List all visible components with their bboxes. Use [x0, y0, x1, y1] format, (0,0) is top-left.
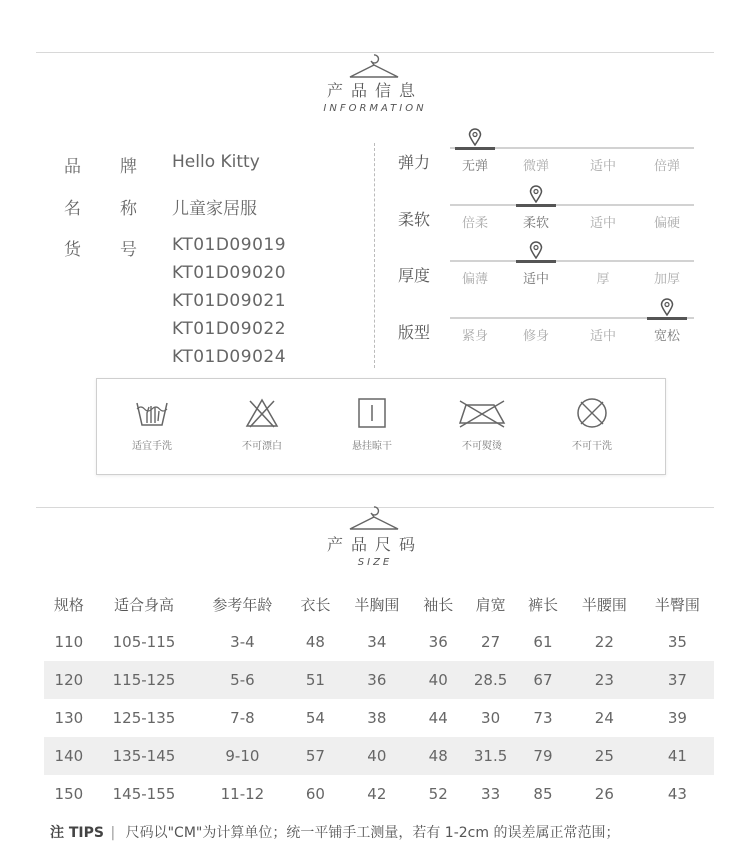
size-title-en: SIZE — [357, 557, 393, 568]
product-code: KT01D09024 — [172, 347, 287, 367]
size-table-header — [44, 585, 714, 623]
table-cell: 145-155 — [112, 785, 176, 803]
location-pin-icon — [660, 298, 674, 316]
care-label: 不可熨烫 — [462, 441, 502, 452]
care-label: 不可干洗 — [572, 441, 612, 452]
column-header: 袖长 — [423, 595, 454, 614]
scale-label: 弹力 — [398, 153, 431, 172]
size-table — [44, 585, 714, 813]
table-cell: 40 — [413, 661, 463, 699]
name-label-1: 名 — [64, 199, 81, 219]
scale-selected-mark — [647, 317, 687, 320]
table-cell: 36 — [428, 633, 448, 651]
location-pin-icon — [529, 241, 543, 259]
table-cell: 22 — [594, 633, 614, 651]
scale-option: 适中 — [522, 272, 549, 287]
size-title-cn: 产品尺码 — [326, 535, 423, 554]
column-header: 规格 — [53, 595, 84, 614]
care-item — [427, 397, 537, 452]
no-iron-icon — [456, 397, 508, 429]
table-cell: 9-10 — [194, 737, 290, 775]
scale-label: 厚度 — [398, 266, 431, 285]
tips-separator: | — [110, 825, 116, 841]
table-cell: 105-115 — [112, 633, 176, 651]
brand-label-2: 牌 — [120, 157, 137, 177]
scale-option: 倍弹 — [653, 159, 680, 174]
scale-selected-mark — [455, 147, 495, 150]
product-code: KT01D09022 — [172, 319, 287, 339]
table-cell: 24 — [594, 709, 614, 727]
table-cell: 52 — [428, 785, 448, 803]
product-code: KT01D09021 — [172, 291, 287, 311]
name-label-2: 称 — [120, 199, 137, 219]
scale-option: 适中 — [589, 329, 616, 344]
size-section-title — [295, 532, 455, 568]
table-cell: 27 — [481, 633, 501, 651]
column-header: 肩宽 — [475, 595, 506, 614]
table-cell: 7-8 — [230, 709, 255, 727]
table-cell: 110 — [54, 633, 84, 651]
table-cell: 48 — [413, 737, 463, 775]
table-cell: 79 — [518, 737, 568, 775]
table-cell: 34 — [367, 633, 387, 651]
care-item — [317, 397, 427, 452]
table-cell: 125-135 — [112, 709, 176, 727]
location-pin-icon — [468, 128, 482, 146]
table-cell: 135-145 — [94, 737, 195, 775]
care-item — [207, 397, 317, 452]
table-row — [44, 623, 714, 661]
table-cell: 57 — [291, 737, 341, 775]
table-cell: 33 — [481, 785, 501, 803]
table-cell: 140 — [44, 737, 94, 775]
table-cell: 26 — [594, 785, 614, 803]
location-pin-icon — [529, 185, 543, 203]
info-section-title — [295, 78, 455, 114]
table-cell: 51 — [291, 661, 341, 699]
scale-option: 适中 — [589, 159, 616, 174]
no-dry-clean-icon — [574, 397, 610, 429]
product-code: KT01D09019 — [172, 235, 287, 255]
table-cell: 48 — [305, 633, 325, 651]
tips-text: 尺码以"CM"为计算单位；统一平铺手工测量，若有 1-2cm 的误差属正常范围； — [125, 825, 620, 841]
code-label-1: 货 — [64, 240, 81, 260]
brand-label-1: 品 — [64, 157, 81, 177]
table-cell: 39 — [667, 709, 687, 727]
name-value: 儿童家居服 — [172, 199, 257, 219]
scale-selected-mark — [516, 204, 556, 207]
table-cell: 43 — [667, 785, 687, 803]
table-cell: 130 — [54, 709, 84, 727]
table-row — [44, 699, 714, 737]
column-header: 参考年龄 — [212, 595, 273, 614]
hanger-icon — [346, 505, 402, 533]
info-title-en: INFORMATION — [323, 103, 427, 114]
hang-dry-icon — [354, 397, 390, 429]
table-cell: 25 — [568, 737, 641, 775]
scale-option: 厚 — [596, 272, 610, 287]
column-header: 衣长 — [300, 595, 331, 614]
scale-label: 版型 — [398, 323, 431, 342]
table-cell: 23 — [568, 661, 641, 699]
table-cell: 30 — [481, 709, 501, 727]
table-cell: 31.5 — [463, 737, 518, 775]
scale-option: 偏硬 — [653, 216, 680, 231]
code-label-2: 号 — [120, 240, 137, 260]
product-code: KT01D09020 — [172, 263, 287, 283]
scale-option: 偏薄 — [461, 272, 488, 287]
scale-track — [450, 204, 694, 206]
table-cell: 120 — [44, 661, 94, 699]
scale-option: 修身 — [522, 329, 549, 344]
column-header: 半腰围 — [581, 595, 627, 614]
table-cell: 44 — [428, 709, 448, 727]
table-cell: 60 — [305, 785, 325, 803]
table-cell: 40 — [340, 737, 413, 775]
table-cell: 38 — [367, 709, 387, 727]
table-cell: 37 — [641, 661, 714, 699]
hand-wash-icon — [134, 397, 170, 429]
table-cell: 36 — [340, 661, 413, 699]
column-header: 适合身高 — [113, 595, 174, 614]
table-cell: 11-12 — [220, 785, 265, 803]
scale-option: 微弹 — [522, 159, 549, 174]
table-row — [44, 661, 714, 699]
tips-label: 注 TIPS — [50, 825, 104, 841]
table-cell: 67 — [518, 661, 568, 699]
column-header: 裤长 — [527, 595, 558, 614]
brand-value: Hello Kitty — [172, 152, 260, 172]
care-label: 悬挂晾干 — [352, 441, 392, 452]
scale-track — [450, 260, 694, 262]
scale-label: 柔软 — [398, 210, 431, 229]
table-cell: 3-4 — [230, 633, 255, 651]
scale-option: 无弹 — [461, 159, 488, 174]
hanger-icon — [346, 53, 402, 81]
table-cell: 150 — [54, 785, 84, 803]
table-cell: 42 — [367, 785, 387, 803]
no-bleach-icon — [244, 397, 280, 429]
scale-option: 宽松 — [653, 329, 680, 344]
scale-option: 加厚 — [653, 272, 680, 287]
scale-option: 倍柔 — [461, 216, 488, 231]
tips-note — [50, 822, 619, 842]
care-label: 不可漂白 — [242, 441, 282, 452]
table-cell: 73 — [533, 709, 553, 727]
table-row — [44, 737, 714, 775]
scale-option: 柔软 — [522, 216, 549, 231]
scale-option: 紧身 — [461, 329, 488, 344]
table-cell: 5-6 — [194, 661, 290, 699]
table-cell: 28.5 — [463, 661, 518, 699]
table-row — [44, 775, 714, 813]
table-cell: 115-125 — [94, 661, 195, 699]
column-header: 半胸围 — [354, 595, 400, 614]
scale-selected-mark — [516, 260, 556, 263]
table-cell: 61 — [533, 633, 553, 651]
scale-option: 适中 — [589, 216, 616, 231]
column-header: 半臀围 — [654, 595, 700, 614]
care-item — [97, 397, 207, 452]
care-instructions — [96, 378, 666, 475]
table-cell: 54 — [305, 709, 325, 727]
info-divider — [374, 143, 375, 368]
care-label: 适宜手洗 — [132, 441, 172, 452]
info-title-cn: 产品信息 — [326, 81, 423, 100]
table-cell: 41 — [641, 737, 714, 775]
care-item — [537, 397, 647, 452]
table-cell: 35 — [667, 633, 687, 651]
table-cell: 85 — [533, 785, 553, 803]
